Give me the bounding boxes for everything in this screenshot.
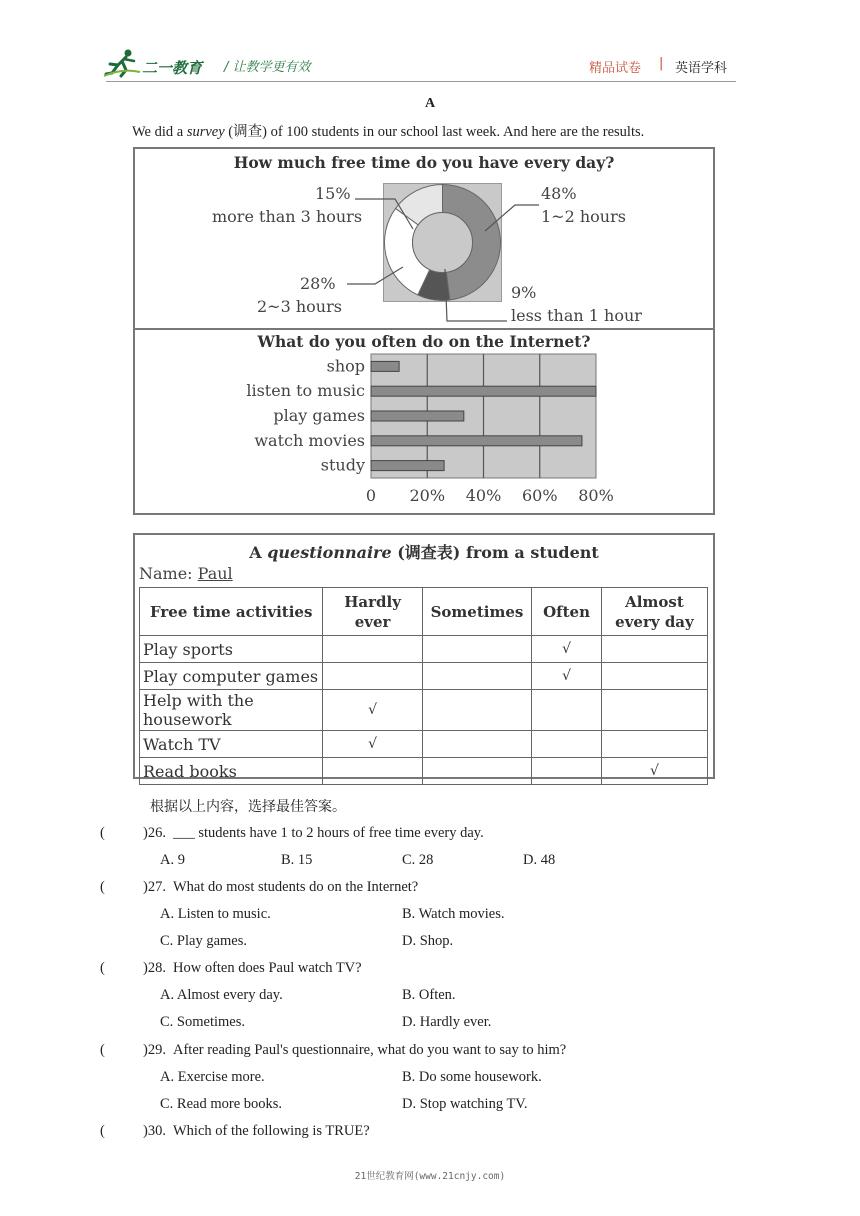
answer-option: B. Watch movies. [402, 906, 505, 922]
q-title-em: questionnaire [267, 543, 392, 562]
category-label: play games [273, 406, 365, 425]
slice-label-text-48: 1~2 hours [541, 207, 626, 226]
question-number: )30. [143, 1123, 166, 1139]
header-almost-every-day: Almost every day [601, 588, 707, 636]
bar-listen-to-music [371, 386, 596, 396]
header-hardly-ever: Hardly ever [323, 588, 422, 636]
questionnaire-panel [133, 533, 715, 779]
table-row [140, 636, 708, 663]
check-mark-cell: √ [323, 731, 422, 758]
intro-pre: We did a [132, 124, 187, 140]
x-tick-label: 0 [365, 486, 377, 505]
answer-option: D. Shop. [402, 933, 454, 949]
section-title: A [424, 96, 436, 111]
slice-label-pct-9: 9% [511, 283, 537, 302]
check-mark-cell: √ [532, 636, 602, 663]
questionnaire-table [139, 587, 708, 785]
intro-post: (调查) of 100 students in our school last week. And here are the results. [224, 124, 645, 140]
check-mark-cell: √ [601, 758, 707, 785]
empty-cell [323, 636, 422, 663]
answer-option: A. Listen to music. [160, 906, 271, 922]
name-value: Paul [197, 564, 233, 583]
category-label: listen to music [246, 381, 365, 401]
category-label: shop [326, 356, 365, 376]
empty-cell [532, 758, 602, 785]
slice-label-text-9: less than 1 hour [511, 306, 642, 325]
answer-paren: ( [100, 1123, 105, 1139]
instruction: 根据以上内容，选择最佳答案。 [150, 799, 346, 815]
table-row [140, 758, 708, 785]
question-number: )28. [143, 960, 166, 976]
empty-cell [422, 690, 531, 731]
activity-cell: Watch TV [140, 731, 323, 758]
question-text: Which of the following is TRUE? [173, 1123, 370, 1139]
table-row [140, 731, 708, 758]
empty-cell [323, 758, 422, 785]
table-row [140, 663, 708, 690]
header-label-subject: 英语学科 [675, 61, 728, 76]
x-tick-label: 40% [465, 486, 502, 505]
answer-option: D. Hardly ever. [402, 1014, 492, 1030]
bar-chart-panel [133, 328, 715, 515]
answer-option: D. Stop watching TV. [402, 1096, 528, 1112]
check-mark-cell: √ [532, 663, 602, 690]
empty-cell [422, 663, 531, 690]
answer-option: A. Exercise more. [160, 1069, 265, 1085]
empty-cell [532, 731, 602, 758]
empty-cell [601, 731, 707, 758]
x-tick-label: 20% [409, 486, 446, 505]
activity-cell: Play computer games [140, 663, 323, 690]
page-header [0, 0, 860, 90]
page-footer: 21世纪教育网(www.21cnjy.com) [354, 1171, 506, 1182]
category-label: study [320, 455, 365, 475]
empty-cell [601, 636, 707, 663]
header-often: Often [532, 588, 602, 636]
answer-paren: ( [100, 1042, 105, 1058]
question-number: )29. [143, 1042, 166, 1058]
donut-chart-title: How much free time do you have every day? [233, 153, 615, 172]
question-text: After reading Paul's questionnaire, what do you want to say to him? [173, 1042, 567, 1058]
header-separator: | [659, 56, 664, 71]
question-text: ___ students have 1 to 2 hours of free time every day. [173, 825, 484, 841]
q-title-pre: A [249, 543, 268, 562]
bar-shop [371, 361, 399, 371]
answer-option: B. 15 [281, 852, 313, 868]
header-label-quality: 精品试卷 [589, 61, 642, 76]
answer-option: C. Play games. [160, 933, 247, 949]
answer-paren: ( [100, 960, 105, 976]
answer-option: A. Almost every day. [160, 987, 283, 1003]
bar-chart-title: What do you often do on the Internet? [257, 332, 591, 351]
answer-option: C. 28 [402, 852, 434, 868]
answer-paren: ( [100, 825, 105, 841]
runner-logo-icon [104, 48, 142, 78]
bar-chart [135, 330, 713, 513]
check-mark-cell: √ [323, 690, 422, 731]
answer-paren: ( [100, 879, 105, 895]
empty-cell [422, 636, 531, 663]
answer-option: A. 9 [160, 852, 185, 868]
table-row [140, 690, 708, 731]
empty-cell [323, 663, 422, 690]
bar-study [371, 461, 444, 471]
answer-option: B. Do some housework. [402, 1069, 542, 1085]
answer-option: D. 48 [523, 852, 556, 868]
table-header-row [140, 588, 708, 636]
slogan: / 让教学更有效 [224, 60, 311, 75]
question-number: )27. [143, 879, 166, 895]
x-tick-label: 60% [521, 486, 558, 505]
q-title-post: (调查表) from a student [391, 543, 599, 562]
empty-cell [601, 663, 707, 690]
bar-watch-movies [371, 436, 582, 446]
category-label: watch movies [254, 430, 365, 450]
slice-label-pct-15: 15% [315, 184, 351, 203]
slice-label-text-15: more than 3 hours [212, 207, 363, 226]
answer-option: C. Sometimes. [160, 1014, 245, 1030]
intro-em: survey [186, 124, 225, 140]
activity-cell: Read books [140, 758, 323, 785]
x-tick-label: 80% [578, 486, 614, 505]
questionnaire-title [135, 540, 713, 563]
section-intro [132, 120, 644, 141]
slice-label-pct-28: 28% [300, 274, 336, 293]
empty-cell [532, 690, 602, 731]
answer-option: B. Often. [402, 987, 456, 1003]
activity-cell: Play sports [140, 636, 323, 663]
student-name-line [139, 564, 233, 583]
header-sometimes: Sometimes [422, 588, 531, 636]
slice-label-text-28: 2~3 hours [257, 297, 342, 316]
logo-text: 二一教育 [142, 59, 203, 77]
empty-cell [422, 758, 531, 785]
donut-leader-lines [135, 149, 713, 330]
question-number: )26. [143, 825, 166, 841]
activity-cell: Help with the housework [140, 690, 323, 731]
question-text: How often does Paul watch TV? [173, 960, 362, 976]
header-activities: Free time activities [140, 588, 323, 636]
header-rule [106, 81, 736, 82]
empty-cell [601, 690, 707, 731]
name-label: Name: [139, 564, 198, 583]
bar-play-games [371, 411, 464, 421]
empty-cell [422, 731, 531, 758]
question-text: What do most students do on the Internet? [173, 879, 419, 895]
slice-label-pct-48: 48% [541, 184, 577, 203]
donut-chart-panel [133, 147, 715, 332]
answer-option: C. Read more books. [160, 1096, 283, 1112]
